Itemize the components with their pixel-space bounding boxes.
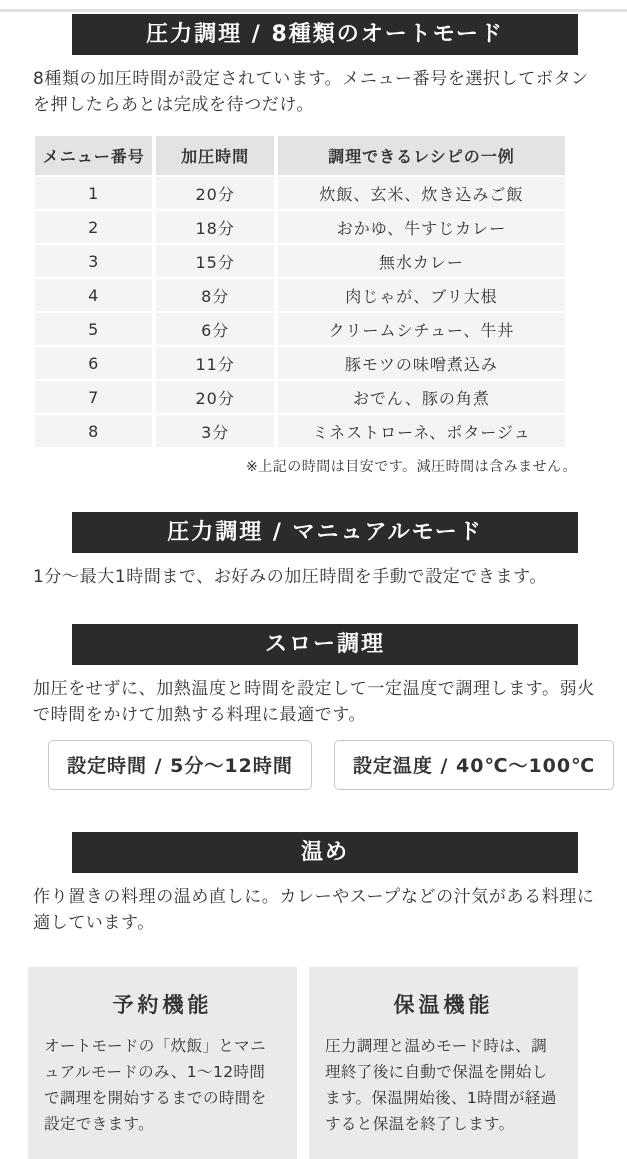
table-row	[35, 177, 565, 209]
table-row	[35, 381, 565, 413]
keep-warm-feature-title: 保温機能	[393, 993, 494, 1017]
table-row	[35, 211, 565, 243]
cell-menu-number: 3	[35, 245, 152, 277]
table-row	[35, 279, 565, 311]
feature-boxes	[28, 967, 578, 1159]
cell-recipes: おかゆ、牛すじカレー	[278, 211, 565, 243]
cell-menu-number: 7	[35, 381, 152, 413]
cell-pressure-time: 20分	[156, 381, 273, 413]
manual-mode-title-bar	[72, 512, 578, 553]
cell-recipes: 無水カレー	[278, 245, 565, 277]
reservation-feature-description: オートモードの「炊飯」とマニュアルモードのみ、1〜12時間で調理を開始するまでの時間を設定できます。	[44, 1037, 267, 1133]
table-note: ※上記の時間は目安です。減圧時間は含みません。	[246, 459, 577, 475]
reservation-feature-title: 予約機能	[112, 993, 213, 1017]
cell-recipes: 炊飯、玄米、炊き込みご飯	[278, 177, 565, 209]
feature-box-reservation	[28, 967, 297, 1159]
table-row	[35, 313, 565, 345]
slow-cook-spec-row	[48, 740, 627, 790]
spec-box-temperature: 設定温度 / 40℃〜100℃	[334, 740, 614, 790]
warm-title-bar	[72, 832, 578, 873]
col-header-pressure-time: 加圧時間	[156, 136, 273, 175]
cell-recipes: おでん、豚の角煮	[278, 381, 565, 413]
cell-recipes: クリームシチュー、牛丼	[278, 313, 565, 345]
cell-pressure-time: 3分	[156, 415, 273, 447]
cell-pressure-time: 15分	[156, 245, 273, 277]
cell-recipes: 豚モツの味噌煮込み	[278, 347, 565, 379]
col-header-menu-number: メニュー番号	[35, 136, 152, 175]
warm-description: 作り置きの料理の温め直しに。カレーやスープなどの汁気がある料理に適しています。	[33, 887, 595, 933]
keep-warm-feature-description: 圧力調理と温めモード時は、調理終了後に自動で保温を開始します。保温開始後、1時間が経過すると保温を終了します。	[325, 1037, 557, 1133]
cell-pressure-time: 8分	[156, 279, 273, 311]
auto-mode-title-bar	[72, 14, 578, 55]
cell-pressure-time: 20分	[156, 177, 273, 209]
manual-mode-description: 1分〜最大1時間まで、お好みの加圧時間を手動で設定できます。	[33, 567, 547, 587]
slow-cook-description: 加圧をせずに、加熱温度と時間を設定して一定温度で調理します。弱火で時間をかけて加熱する料理に最適です。	[33, 679, 595, 725]
product-description-page	[0, 9, 627, 1159]
slow-cook-title-bar	[72, 624, 578, 665]
table-header-row	[35, 136, 565, 175]
warm-title: 温め	[300, 839, 349, 865]
table-row	[35, 347, 565, 379]
manual-mode-title: 圧力調理 / マニュアルモード	[167, 519, 483, 545]
cell-menu-number: 8	[35, 415, 152, 447]
table-row	[35, 245, 565, 277]
cell-menu-number: 1	[35, 177, 152, 209]
auto-mode-description: 8種類の加圧時間が設定されています。メニュー番号を選択してボタンを押したらあとは完成を待つだけ。	[33, 69, 589, 115]
cell-recipes: 肉じゃが、ブリ大根	[278, 279, 565, 311]
slow-cook-title: スロー調理	[264, 631, 385, 657]
cell-menu-number: 6	[35, 347, 152, 379]
section-warm	[0, 832, 627, 936]
cell-recipes: ミネストローネ、ポタージュ	[278, 415, 565, 447]
spec-box-time: 設定時間 / 5分〜12時間	[48, 740, 312, 790]
top-divider	[0, 9, 627, 12]
cell-pressure-time: 11分	[156, 347, 273, 379]
table-row	[35, 415, 565, 447]
auto-mode-table	[31, 134, 569, 449]
cell-pressure-time: 6分	[156, 313, 273, 345]
cell-pressure-time: 18分	[156, 211, 273, 243]
section-manual-mode	[0, 512, 627, 590]
cell-menu-number: 4	[35, 279, 152, 311]
section-auto-mode	[0, 14, 627, 476]
section-slow-cook	[0, 624, 627, 790]
auto-mode-title: 圧力調理 / 8種類のオートモード	[146, 21, 504, 47]
feature-box-keep-warm	[309, 967, 578, 1159]
cell-menu-number: 2	[35, 211, 152, 243]
col-header-recipe-examples: 調理できるレシピの一例	[278, 136, 565, 175]
cell-menu-number: 5	[35, 313, 152, 345]
